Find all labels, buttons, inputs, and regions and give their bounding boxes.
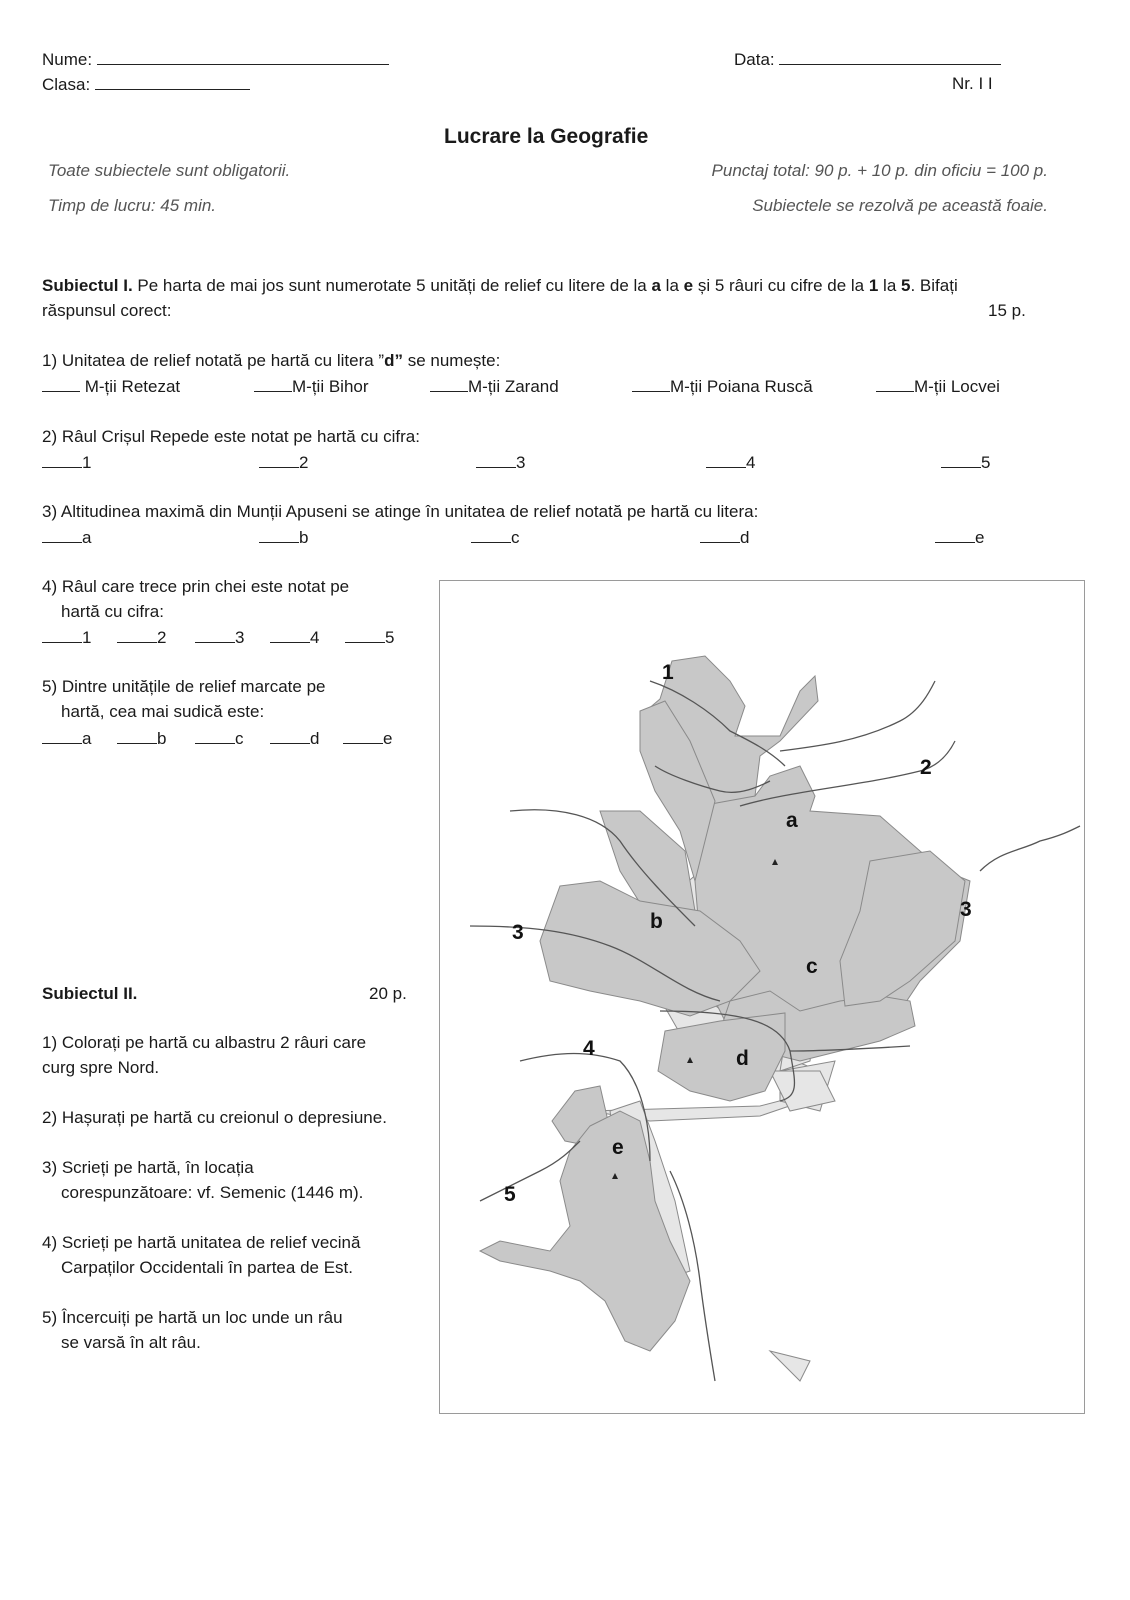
subject1-intro (42, 276, 958, 296)
question-5-line1: 5) Dintre unitățile de relief marcate pe (42, 677, 326, 696)
q5-option[interactable] (117, 728, 166, 749)
checkbox-blank[interactable] (700, 527, 740, 543)
option-label: 1 (82, 453, 92, 472)
checkbox-blank[interactable] (941, 452, 981, 468)
name-field[interactable] (42, 49, 389, 70)
q4-option[interactable] (117, 627, 166, 648)
map-label-river-3-west: 3 (512, 921, 524, 944)
checkbox-blank[interactable] (42, 452, 82, 468)
option-label: d (740, 528, 750, 547)
q3-option[interactable] (259, 527, 308, 548)
date-field[interactable] (734, 49, 1001, 70)
option-label: 4 (746, 453, 756, 472)
map-label-relief-e: e (612, 1136, 624, 1159)
option-label: c (235, 729, 244, 748)
q1-option[interactable] (876, 376, 1000, 397)
checkbox-blank[interactable] (430, 376, 468, 392)
option-label: a (82, 729, 92, 748)
map-label-river-1: 1 (662, 661, 674, 684)
question-2-text: 2) Râul Crișul Repede este notat pe hartă cu cifra: (42, 427, 420, 446)
checkbox-blank[interactable] (42, 376, 80, 392)
map-drawing (440, 581, 1084, 1413)
option-label: M-ții Retezat (84, 377, 181, 396)
map-label-relief-c: c (806, 955, 818, 978)
task-5-line1: 5) Încercuiți pe hartă un loc unde un râu (42, 1308, 343, 1327)
task-5-line2: se varsă în alt râu. (61, 1333, 201, 1352)
question-1-text (42, 351, 500, 371)
q4-option[interactable] (270, 627, 319, 648)
checkbox-blank[interactable] (935, 527, 975, 543)
date-blank[interactable] (779, 49, 1001, 65)
intro-text: la (660, 276, 684, 295)
option-label: c (511, 528, 520, 547)
checkbox-blank[interactable] (195, 627, 235, 643)
map-label-river-2: 2 (920, 756, 932, 779)
option-label: M-ții Locvei (914, 377, 1000, 396)
note-mandatory: Toate subiectele sunt obligatorii. (48, 161, 291, 180)
q3-option[interactable] (935, 527, 984, 548)
checkbox-blank[interactable] (343, 728, 383, 744)
question-4-line2: hartă cu cifra: (61, 602, 164, 621)
q2-option[interactable] (706, 452, 755, 473)
q5-option[interactable] (343, 728, 392, 749)
class-label: Clasa: (42, 75, 91, 94)
intro-text: la (878, 276, 902, 295)
q1-option[interactable] (632, 376, 813, 397)
note-time: Timp de lucru: 45 min. (48, 196, 217, 215)
option-label: d (310, 729, 320, 748)
option-label: 4 (310, 628, 320, 647)
q2-option[interactable] (42, 452, 91, 473)
intro-bold-e: e (683, 276, 694, 295)
q1-text-end: se numește: (402, 351, 501, 370)
subject1-heading: Subiectul I. (42, 276, 133, 295)
q5-option[interactable] (270, 728, 319, 749)
task-3-line1: 3) Scrieți pe hartă, în locația (42, 1158, 254, 1177)
task-4-line1: 4) Scrieți pe hartă unitatea de relief vecină (42, 1233, 361, 1252)
subject2-heading: Subiectul II. (42, 984, 138, 1003)
checkbox-blank[interactable] (345, 627, 385, 643)
test-number: Nr. I I (952, 74, 993, 93)
checkbox-blank[interactable] (259, 527, 299, 543)
name-blank[interactable] (97, 49, 389, 65)
q4-option[interactable] (42, 627, 91, 648)
question-3-text: 3) Altitudinea maximă din Munții Apuseni se atinge în unitatea de relief notată pe hartă cu litera: (42, 502, 759, 521)
question-5-line2: hartă, cea mai sudică este: (61, 702, 265, 721)
q3-option[interactable] (471, 527, 520, 548)
subject2-points: 20 p. (369, 984, 407, 1003)
task-4-line2: Carpaților Occidentali în partea de Est. (61, 1258, 353, 1277)
map-label-river-5: 5 (504, 1183, 516, 1206)
checkbox-blank[interactable] (270, 728, 310, 744)
q1-option[interactable] (42, 376, 180, 397)
option-label: b (299, 528, 309, 547)
map-label-relief-b: b (650, 910, 663, 933)
checkbox-blank[interactable] (270, 627, 310, 643)
q3-option[interactable] (42, 527, 91, 548)
subject1-intro-line2: răspunsul corect: (42, 301, 172, 320)
river-3-east (980, 826, 1080, 871)
intro-text: și 5 râuri cu cifre de la (693, 276, 869, 295)
class-field[interactable] (42, 74, 250, 95)
intro-text: . Bifați (910, 276, 958, 295)
option-label: 3 (516, 453, 526, 472)
task-3-line2: corespunzătoare: vf. Semenic (1446 m). (61, 1183, 364, 1202)
name-label: Nume: (42, 50, 93, 69)
q2-option[interactable] (476, 452, 525, 473)
checkbox-blank[interactable] (254, 376, 292, 392)
q4-option[interactable] (345, 627, 394, 648)
q1-option[interactable] (430, 376, 559, 397)
option-label: 5 (981, 453, 991, 472)
relief-unit-e (480, 1111, 690, 1351)
option-label: M-ții Zarand (468, 377, 559, 396)
checkbox-blank[interactable] (117, 728, 157, 744)
q2-option[interactable] (941, 452, 990, 473)
note-score: Punctaj total: 90 p. + 10 p. din oficiu = 100 p. (711, 161, 1048, 180)
map-label-relief-d: d (736, 1047, 749, 1070)
q5-option[interactable] (195, 728, 244, 749)
map-label-river-4: 4 (583, 1037, 595, 1060)
option-label: b (157, 729, 167, 748)
q1-letter: d” (384, 351, 403, 370)
intro-bold-1: 1 (868, 276, 879, 295)
task-1-line1: 1) Colorați pe hartă cu albastru 2 râuri care (42, 1033, 367, 1052)
option-label: a (82, 528, 92, 547)
checkbox-blank[interactable] (117, 627, 157, 643)
date-label: Data: (734, 50, 775, 69)
note-sheet: Subiectele se rezolvă pe această foaie. (752, 196, 1048, 215)
checkbox-blank[interactable] (42, 527, 82, 543)
map-label-relief-a: a (786, 809, 798, 832)
option-label: M-ții Bihor (292, 377, 369, 396)
option-label: 3 (235, 628, 245, 647)
q1-text: 1) Unitatea de relief notată pe hartă cu litera ” (42, 351, 385, 370)
intro-bold-5: 5 (901, 276, 911, 295)
relief-map[interactable] (439, 580, 1085, 1414)
q2-option[interactable] (259, 452, 308, 473)
question-4-line1: 4) Râul care trece prin chei este notat pe (42, 577, 350, 596)
option-label: e (383, 729, 393, 748)
option-label: 1 (82, 628, 92, 647)
checkbox-blank[interactable] (632, 376, 670, 392)
option-label: 5 (385, 628, 395, 647)
q3-option[interactable] (700, 527, 749, 548)
q1-option[interactable] (254, 376, 369, 397)
checkbox-blank[interactable] (195, 728, 235, 744)
task-2-line1: 2) Hașurați pe hartă cu creionul o depresiune. (42, 1108, 387, 1127)
checkbox-blank[interactable] (876, 376, 914, 392)
q4-option[interactable] (195, 627, 244, 648)
option-label: e (975, 528, 985, 547)
map-label-river-3-east: 3 (960, 898, 972, 921)
intro-text: Pe harta de mai jos sunt numerotate 5 unități de relief cu litere de la (132, 276, 652, 295)
checkbox-blank[interactable] (706, 452, 746, 468)
option-label: 2 (299, 453, 309, 472)
checkbox-blank[interactable] (471, 527, 511, 543)
q5-option[interactable] (42, 728, 91, 749)
checkbox-blank[interactable] (476, 452, 516, 468)
class-blank[interactable] (95, 74, 250, 90)
subject1-points: 15 p. (988, 301, 1026, 320)
option-label: 2 (157, 628, 167, 647)
checkbox-blank[interactable] (42, 627, 82, 643)
checkbox-blank[interactable] (259, 452, 299, 468)
intro-bold-a: a (651, 276, 661, 295)
checkbox-blank[interactable] (42, 728, 82, 744)
task-1-line2: curg spre Nord. (42, 1058, 160, 1077)
depression-area (770, 1351, 810, 1381)
page-title: Lucrare la Geografie (444, 125, 649, 148)
option-label: M-ții Poiana Ruscă (670, 377, 813, 396)
